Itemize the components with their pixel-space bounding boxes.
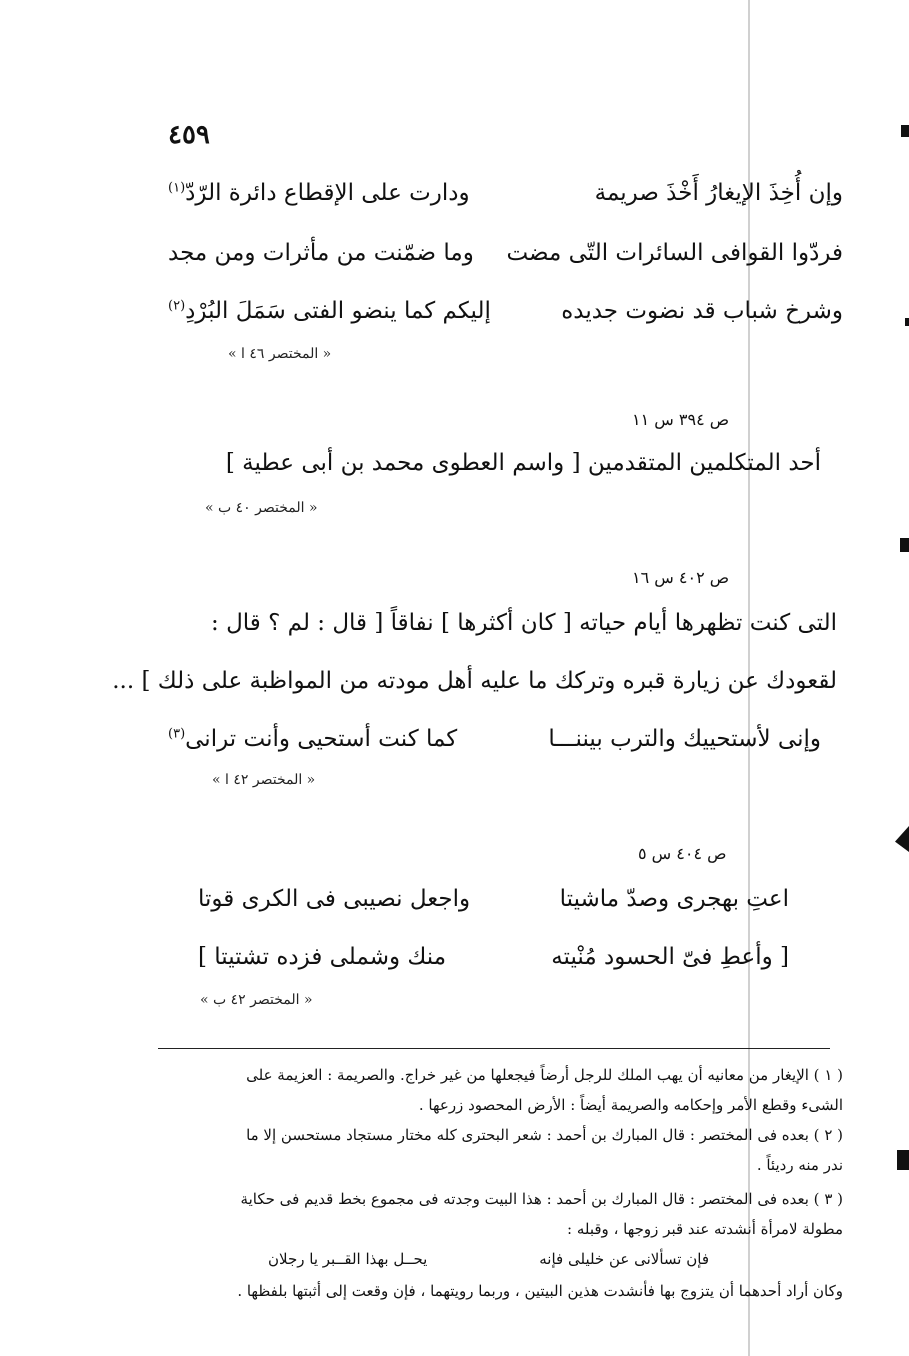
body-text-line: أحد المتكلمين المتقدمين [ واسم العطوى محمد بن أبى عطية ] [225,450,821,476]
source-reference: « المختصر ٤٦ ا » [228,346,332,362]
hemistich-text: إليكم كما ينضو الفتى سَمَلَ البُرْدِ [185,298,491,324]
verse-second-hemistich [168,726,457,752]
scan-edge-mark [895,826,909,852]
section-reference-header: ص ٤٠٤ س ٥ [638,844,727,863]
scan-edge-mark [897,1150,909,1170]
verse-first-hemistich: وإن أُخِذَ الإيغارُ أَخْذَ صريمة [594,180,843,206]
verse [0,944,909,978]
footnote-marker: (٢) [168,298,186,314]
source-reference: « المختصر ٤٢ ب » [200,992,313,1008]
verse-first-hemistich: [ وأعطِ فىّ الحسود مُنْيته [551,944,789,970]
verse [0,726,909,760]
verse [0,298,909,332]
footnote-separator [158,1048,830,1049]
verse [0,180,909,214]
scan-edge-mark [901,125,909,137]
footnote-line: ( ٢ ) بعده فى المختصر : قال المبارك بن أحمد : شعر البحترى كله مختار مستجاد مستحسن إلا ما [246,1126,843,1144]
verse-second-hemistich [168,298,491,324]
page-number: ٤٥٩ [168,120,210,150]
footnote-line: مطولة لامرأة أنشدته عند قبر زوجها ، وقبله : [567,1220,843,1238]
section-reference-header: ص ٤٠٢ س ١٦ [632,568,730,587]
verse [0,240,909,274]
verse [0,886,909,920]
verse-second-hemistich: واجعل نصيبى فى الكرى قوتا [198,886,471,912]
footnote-line: ( ٣ ) بعده فى المختصر : قال المبارك بن أحمد : هذا البيت وجدته فى مجموع بخط قديم فى حكاية [240,1190,843,1208]
verse-first-hemistich: وإنى لأستحييك والترب بيننـــا [548,726,821,752]
verse-second-hemistich [168,180,470,206]
verse-first-hemistich: فردّوا القوافى السائرات التّى مضت [506,240,843,266]
footnote-marker: (٣) [168,726,186,742]
section-reference-header: ص ٣٩٤ س ١١ [632,410,730,429]
hemistich-text: كما كنت أستحيى وأنت ترانى [185,726,458,752]
footnote-verse-first-hemistich: فإن تسألانى عن خليلى فإنه [539,1250,709,1268]
source-reference: « المختصر ٤٠ ب » [205,500,318,516]
verse-second-hemistich: وما ضمّنت من مأثرات ومن مجد [168,240,474,266]
body-text-line: التى كنت تظهرها أيام حياته [ كان أكثرها ] نفاقاً [ قال : لم ؟ قال : [211,610,837,636]
source-reference: « المختصر ٤٢ ا » [212,772,316,788]
hemistich-text: ودارت على الإقطاع دائرة الرّدّ [185,180,470,206]
body-text-line: لقعودك عن زيارة قبره وتركك ما عليه أهل مودته من المواظبة على ذلك ] ... [112,668,837,694]
verse-first-hemistich: اعتِ بهجرى وصدّ ماشيتا [559,886,789,912]
footnote-line: ( ١ ) الإيغار من معانيه أن يهب الملك للرجل أرضاً فيجعلها من غير خراج. والصريمة : العزيمة على [246,1066,843,1084]
footnote-marker: (١) [168,180,186,196]
footnote-verse-second-hemistich: يحــل بهذا القــبر يا رجلان [268,1250,428,1268]
footnote-line: الشىء وقطع الأمر وإحكامه والصريمة أيضاً : الأرض المحصود زرعها . [418,1096,843,1114]
footnote-line: وكان أراد أحدهما أن يتزوج بها فأنشدت هذين البيتين ، وربما رويتهما ، فإن وقعت إلى أثبتها بلفظها . [237,1282,843,1300]
verse-second-hemistich: منك وشملى فزده تشتيتا ] [198,944,447,970]
verse-first-hemistich: وشرخ شباب قد نضوت جديده [561,298,843,324]
footnote-line: ندر منه رديئاً . [756,1156,843,1174]
scan-edge-mark [900,538,909,552]
